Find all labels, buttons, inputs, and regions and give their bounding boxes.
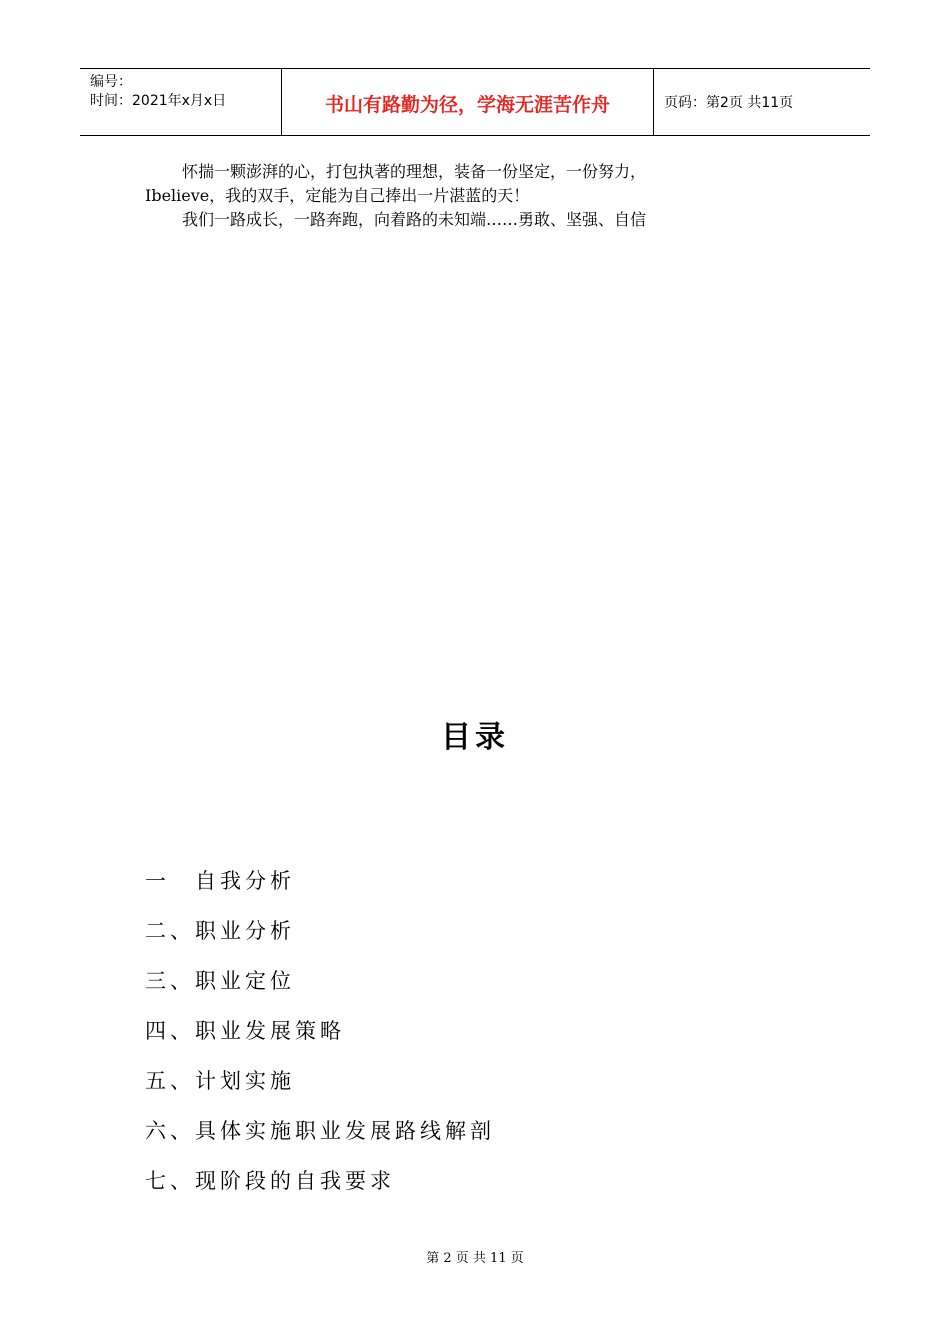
intro-line: 我们一路成长，一路奔跑，向着路的未知端……勇敢、坚强、自信 — [182, 210, 647, 229]
intro-paragraph — [145, 160, 785, 232]
page-info-cell — [654, 69, 870, 135]
intro-line: 怀揣一颗澎湃的心，打包执著的理想，装备一份坚定，一份努力， — [182, 162, 647, 181]
toc-item[interactable]: 二、职业分析 — [145, 919, 295, 943]
page-footer: 第 2 页 共 11 页 — [426, 1251, 524, 1266]
motto-text: 书山有路勤为径，学海无涯苦作舟 — [324, 93, 610, 116]
toc-item[interactable]: 四、职业发展策略 — [145, 1019, 345, 1043]
code-label: 编号： — [90, 74, 132, 90]
toc-item[interactable]: 五、计划实施 — [145, 1069, 295, 1093]
toc-item[interactable]: 一 自我分析 — [145, 869, 295, 893]
toc-item[interactable]: 六、具体实施职业发展路线解剖 — [145, 1119, 495, 1143]
header-meta-cell — [80, 69, 281, 135]
toc-item[interactable]: 七、现阶段的自我要求 — [145, 1169, 395, 1193]
intro-line: Ibelieve，我的双手，定能为自己捧出一片湛蓝的天！ — [145, 186, 530, 205]
page-header — [80, 68, 870, 136]
toc-title: 目录 — [441, 720, 509, 755]
page-info-text: 页码：第2页 共11页 — [664, 95, 794, 111]
toc-list — [145, 866, 495, 1216]
motto-cell — [281, 69, 654, 135]
date-text: 时间：2021年x月x日 — [90, 93, 227, 109]
toc-item[interactable]: 三、职业定位 — [145, 969, 295, 993]
